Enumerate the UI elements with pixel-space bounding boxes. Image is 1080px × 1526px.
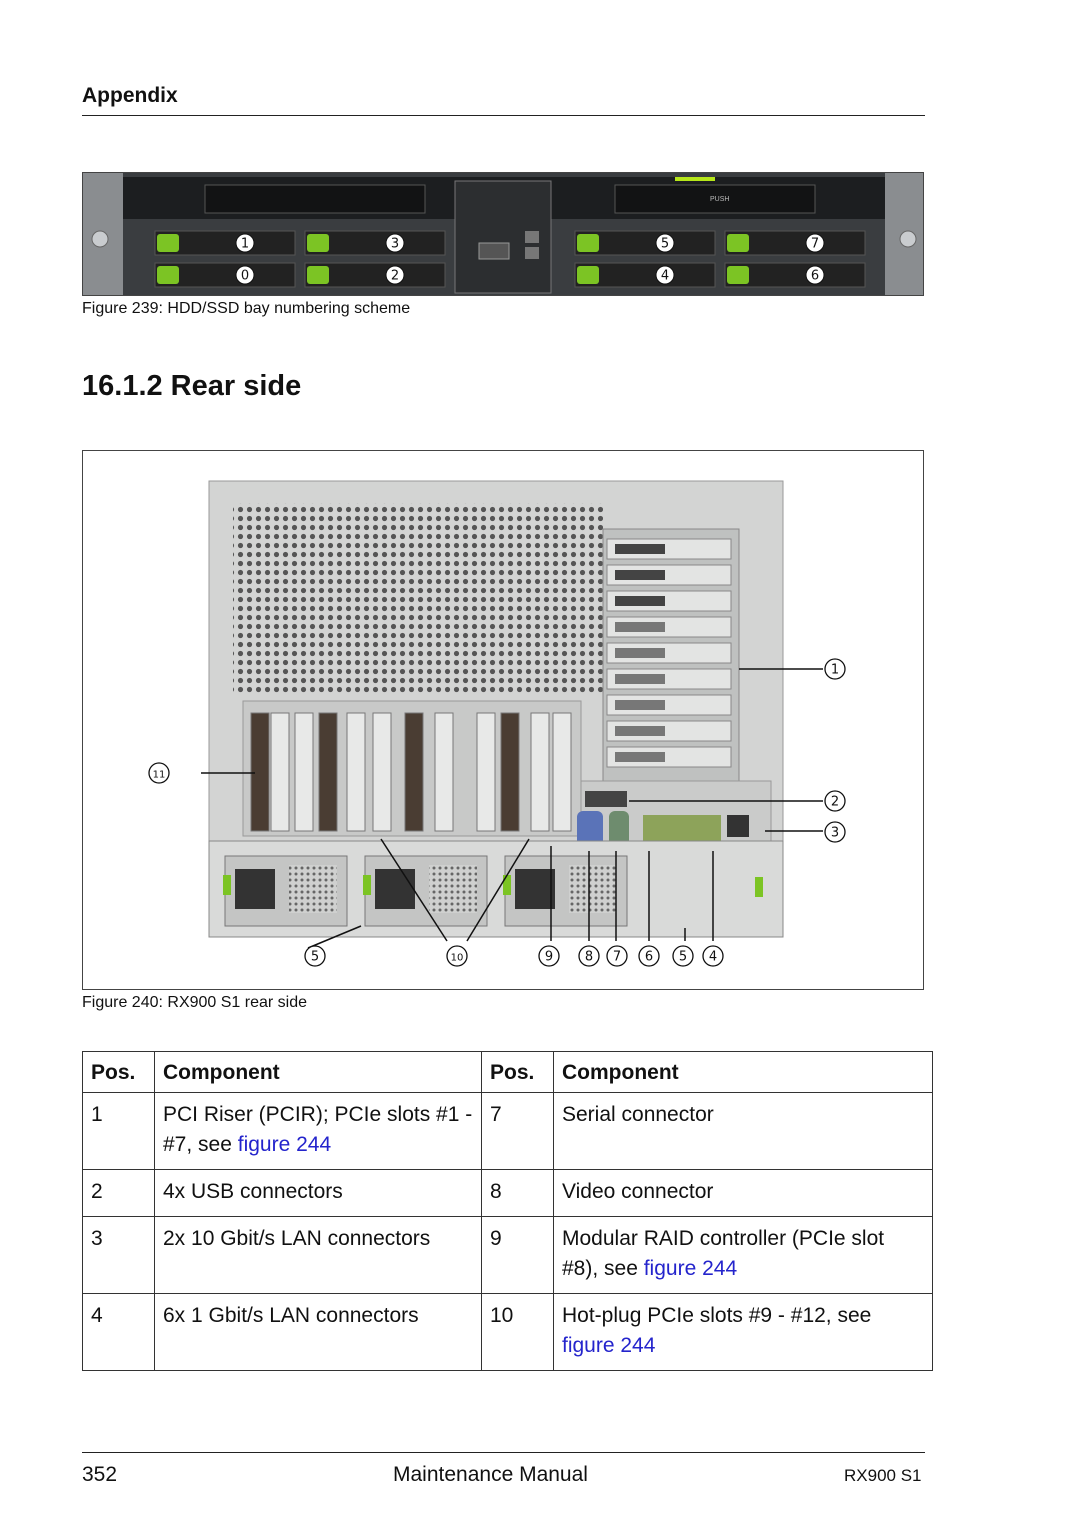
svg-text:2: 2: [830, 794, 840, 810]
riser-port: [615, 570, 665, 580]
callout-b7: [607, 946, 627, 966]
table-row: [83, 1217, 933, 1294]
bay-number: 7: [810, 236, 820, 252]
bay-number: 4: [660, 268, 670, 284]
svg-text:11: 11: [152, 769, 166, 781]
svg-text:3: 3: [830, 825, 840, 841]
figure-link[interactable]: figure 244: [643, 1257, 738, 1280]
hdd-bay: [575, 231, 715, 255]
header-rule: [82, 115, 925, 116]
bay-number: 6: [810, 268, 820, 284]
pos-cell: 10: [482, 1294, 554, 1371]
figure-240-caption: Figure 240: RX900 S1 rear side: [82, 994, 308, 1011]
svg-text:5: 5: [678, 949, 688, 965]
power-supply: [503, 856, 627, 926]
figure-239-caption: Figure 239: HDD/SSD bay numbering scheme: [82, 300, 411, 317]
component-table: [82, 1051, 933, 1371]
component-cell: Serial connector: [554, 1093, 933, 1170]
riser-port: [615, 622, 665, 632]
pos-cell: 8: [482, 1170, 554, 1217]
pos-cell: 7: [482, 1093, 554, 1170]
callout-b5b: [673, 946, 693, 966]
riser-port: [615, 544, 665, 554]
pos-cell: 9: [482, 1217, 554, 1294]
bay-number: 3: [390, 236, 400, 252]
svg-text:10: 10: [450, 952, 464, 964]
svg-text:7: 7: [612, 949, 622, 965]
callout-b5a: [305, 946, 325, 966]
bay-number: 2: [390, 268, 400, 284]
figure-link[interactable]: figure 244: [237, 1133, 332, 1156]
svg-text:8: 8: [584, 949, 594, 965]
pcie-slot: [271, 713, 289, 831]
model-name: RX900 S1: [844, 1466, 922, 1485]
callout-c11: [149, 763, 169, 783]
bay-number: 1: [240, 236, 250, 252]
hdd-bay: [305, 231, 445, 255]
figure-link[interactable]: figure 244: [562, 1334, 656, 1357]
figure-hdd-bays: [82, 172, 924, 296]
figure-rear-side: [82, 450, 924, 990]
bay-number: 0: [240, 268, 250, 284]
hdd-bay: [305, 263, 445, 287]
table-row: [83, 1294, 933, 1371]
riser-port: [615, 596, 665, 606]
pcie-slot: [553, 713, 571, 831]
svg-text:1: 1: [830, 662, 840, 678]
pos-cell: 1: [83, 1093, 155, 1170]
component-cell: Modular RAID controller (PCIe slot #8), see figure 244: [554, 1217, 933, 1294]
callout-b9: [539, 946, 559, 966]
component-cell: 2x 10 Gbit/s LAN connectors: [155, 1217, 482, 1294]
power-supply: [223, 856, 347, 926]
pos-cell: 3: [83, 1217, 155, 1294]
section-title: 16.1.2 Rear side: [82, 370, 302, 402]
hdd-bay: [575, 263, 715, 287]
component-header: Component: [554, 1052, 933, 1093]
svg-text:9: 9: [544, 949, 554, 965]
callout-b6: [639, 946, 659, 966]
table-header-row: [83, 1052, 933, 1093]
riser-port: [615, 726, 665, 736]
pcie-slot: [319, 713, 337, 831]
table-row: [83, 1093, 933, 1170]
running-header: Appendix: [82, 84, 178, 107]
hdd-bay: [155, 263, 295, 287]
handle: [755, 877, 763, 897]
riser-port: [615, 752, 665, 762]
callout-c2: [825, 791, 845, 811]
callout-b4: [703, 946, 723, 966]
pcie-slot: [477, 713, 495, 831]
riser-port: [615, 700, 665, 710]
svg-text:4: 4: [708, 949, 718, 965]
callout-b8: [579, 946, 599, 966]
riser-port: [615, 674, 665, 684]
pcie-slot: [531, 713, 549, 831]
pcie-slot: [347, 713, 365, 831]
bay-number: 5: [660, 236, 670, 252]
callout-c1: [825, 659, 845, 679]
component-cell: Video connector: [554, 1170, 933, 1217]
pos-cell: 4: [83, 1294, 155, 1371]
pcie-slot: [405, 713, 423, 831]
component-cell: 6x 1 Gbit/s LAN connectors: [155, 1294, 482, 1371]
svg-text:6: 6: [644, 949, 654, 965]
pcie-slot: [251, 713, 269, 831]
hdd-bay: [725, 263, 865, 287]
riser-port: [615, 648, 665, 658]
component-cell: PCI Riser (PCIR); PCIe slots #1 - #7, see figure 244: [155, 1093, 482, 1170]
manual-title: Maintenance Manual: [393, 1463, 588, 1486]
footer-rule: [82, 1452, 925, 1453]
page-number: 352: [82, 1463, 118, 1486]
pos-cell: 2: [83, 1170, 155, 1217]
pos-header: Pos.: [83, 1052, 155, 1093]
pos-header: Pos.: [482, 1052, 554, 1093]
hdd-bay: [725, 231, 865, 255]
component-cell: 4x USB connectors: [155, 1170, 482, 1217]
pcie-slot: [435, 713, 453, 831]
svg-text:5: 5: [310, 949, 320, 965]
component-header: Component: [155, 1052, 482, 1093]
rear-side-image: [83, 451, 924, 990]
hdd-bay-image: [83, 173, 924, 296]
table-row: [83, 1170, 933, 1217]
component-cell: Hot-plug PCIe slots #9 - #12, see figure 244: [554, 1294, 933, 1371]
power-supply: [363, 856, 487, 926]
pcie-slot: [295, 713, 313, 831]
pcie-slot: [501, 713, 519, 831]
callout-b10: [447, 946, 467, 966]
callout-c3: [825, 822, 845, 842]
pcie-slot: [373, 713, 391, 831]
push-label: PUSH: [710, 196, 730, 203]
hdd-bay: [155, 231, 295, 255]
